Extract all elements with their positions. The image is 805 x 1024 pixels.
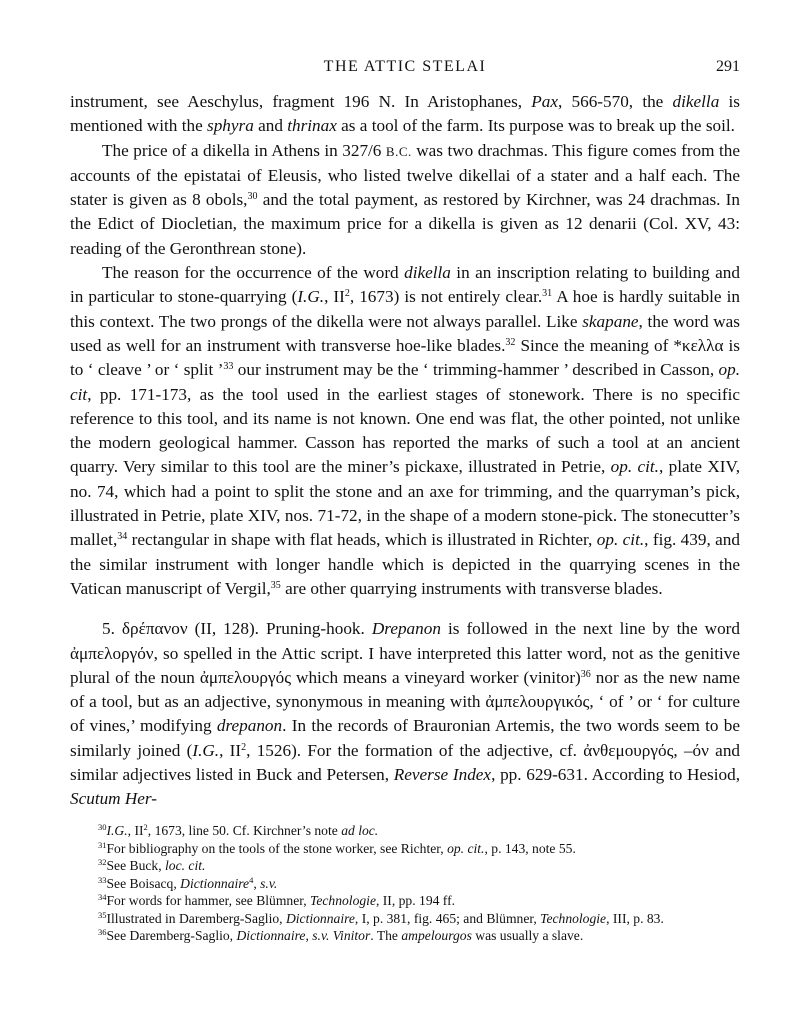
italic-text: Scutum Her- [70,789,158,809]
text-run: Illustrated in Daremberg-Saglio, [106,910,286,926]
text-run: For words for hammer, see Blümner, [106,893,311,908]
text-run: , III, p. 83. [606,910,664,926]
italic-text: I.G. [297,287,325,307]
text-run: , 1673) is not entirely clear. [349,287,543,307]
text-run: A hoe is hardly suitable in this context. The two prongs of the dikella were not always parallel. Like [70,287,740,331]
text-run: and the total payment, as restored by Kirchner, was 24 drachmas. In the Edict of Diocletian, the maximum price for a dikella is given as 12 denarii (Col. XV, 43: reading of the Geronthrean stone). [70,190,740,258]
text-run: The price of a dikella in Athens in 327/6 [102,140,386,160]
text-run: as a tool of the farm. Its purpose was to break up the soil. [336,116,735,136]
text-run: are other quarrying instruments with transverse blades. [280,578,663,598]
italic-text: op. cit. [596,530,645,550]
text-run: The reason for the occurrence of the word [102,263,405,283]
superscript: 32 [505,336,516,348]
italic-text: dikella [404,263,451,283]
text-run: our instrument may be the ‘ trimming-hammer ’ described in Casson, [233,360,719,380]
numbered-paragraph [70,617,740,811]
text-run: See Daremberg-Saglio, [106,928,237,943]
italic-text: Reverse Index [393,765,492,785]
italic-text: sphyra [207,116,254,136]
paragraph [70,261,740,601]
footnotes [70,822,740,945]
text-run: in an inscription relating to building and in particular to stone-quarrying ( [70,263,740,307]
italic-text: s.v. [260,875,278,891]
running-head [70,58,740,80]
text-run: was usually a slave. [471,928,584,943]
small-caps-text: B.C. [385,143,412,159]
text-run: , 566-570, the [558,92,673,111]
superscript: 35 [270,579,281,591]
text-run: , II, pp. 194 ff. [375,893,456,908]
superscript: 33 [223,361,234,373]
running-head-title: THE ATTIC STELAI [323,58,487,75]
text-run: , II [219,740,242,760]
italic-text: Technologie [540,910,607,926]
paragraph [70,90,740,139]
superscript: 31 [542,288,553,300]
text-run: , II [324,287,345,307]
footnote-number: 35 [98,909,107,920]
text-run: , plate XIV, no. 74, which had a point to split the stone and an axe for trimming, and the quarryman’s pick, illustrated in Petrie, plate XIV, nos. 71-72, in the shape of a modern stone-pick. The stonecutter’s mallet, [70,457,740,550]
footnote [70,857,740,875]
superscript: 36 [580,668,591,680]
footnote-number: 34 [98,892,107,902]
text-run: , 1673, line 50. Cf. Kirchner’s note [147,823,342,838]
page-number: 291 [716,58,740,75]
footnote [70,892,740,910]
text-run: , 1526). For the formation of the adjective, cf. ἀνθεμουργός, –όν and similar adjectives listed in Buck and Petersen, [70,740,741,785]
text-run: See Boisacq, [106,875,181,891]
text-run: , pp. 171-173, as the tool used in the earliest stages of stonework. There is no specific reference to this tool, and its name is not known. One end was flat, the other pointed, not unlike the modern geological hammer. Casson has reported the marks of such a tool at an ancient quarry. Very similar to this tool are the miner’s pickaxe, illustrated in Petrie, [70,384,740,477]
italic-text: I.G. [106,823,128,838]
text-run: instrument, see Aeschylus, fragment 196 N. In Aristophanes, [70,92,532,111]
superscript: 30 [247,191,258,203]
italic-text: op. cit [70,360,740,404]
italic-text: s.v. Vinitor [312,928,371,943]
italic-text: ampelourgos [401,928,472,943]
italic-text: op. cit. [447,840,485,856]
text-run: , I, p. 381, fig. 465; and Blümner, [354,910,541,926]
text-run: was two drachmas. This figure comes from the accounts of the epistatai of Eleusis, who listed twelve dikellai of a stater and a half each. The stater is given as 8 obols, [70,140,740,210]
italic-text: ad loc. [341,823,379,838]
text-run: , p. 143, note 55. [484,840,576,856]
superscript: 4 [249,874,254,885]
text-run: . In the records of Brauronian Artemis, the two words seem to be similarly joined ( [70,716,741,760]
superscript: 2 [241,741,247,753]
italic-text: loc. cit. [165,858,206,873]
italic-text: Dictionnaire [236,928,306,943]
footnote [70,840,740,858]
text-run: is followed in the next line by the word ἀμπελοργόν, so spelled in the Attic script. I have interpreted this latter word, not as the genitive plural of the noun ἀμπελουργός which means a vineyard worker (vinitor) [70,619,740,687]
italic-text: drepanon [216,716,283,736]
footnote [70,822,740,840]
italic-text: dikella [672,92,720,111]
text-run: , fig. 439, and the similar instrument with longer handle which is depicted in the quarrying scenes in the Vatican manuscript of Vergil, [70,530,740,598]
text-run: Since the meaning of *κελλα is to ‘ cleave ’ or ‘ split ’ [70,335,740,380]
italic-text: op. cit. [610,457,659,477]
footnote-number: 33 [98,874,107,885]
italic-text: Drepanon [371,619,441,639]
text-run: , the word was used as well for an instrument with transverse hoe-like blades. [70,311,740,355]
italic-text: Dictionnaire [285,910,355,926]
text-run: , II [127,823,144,838]
footnote [70,875,740,893]
text-run: , [305,928,313,943]
superscript: 2 [344,288,350,300]
superscript: 34 [117,531,128,543]
text-run: 5. δρέπανον (II, 128). Pruning-hook. [102,619,372,639]
italic-text: Pax [531,92,559,111]
text-run: For bibliography on the tools of the stone worker, see Richter, [106,840,448,856]
italic-text: skapane [582,311,639,331]
footnote-number: 36 [98,927,107,937]
footnote [70,910,740,928]
italic-text: Dictionnaire [180,875,250,891]
text-run: is mentioned with the [70,92,740,136]
italic-text: thrinax [287,116,337,136]
footnote-number: 31 [98,839,107,850]
text-run: rectangular in shape with flat heads, which is illustrated in Richter, [127,530,597,550]
italic-text: I.G. [192,740,220,760]
footnote-number: 30 [98,822,107,832]
text-run: nor as the new name of a tool, but as an adjective, synonymous in meaning with ἀμπελουργικός, ‘ of ’ or ‘ for culture of vines,’ modifying [70,667,740,736]
footnote [70,927,740,945]
paragraph [70,139,740,261]
text-run: , pp. 629-631. According to Hesiod, [491,765,741,785]
text-run: . The [370,928,402,943]
footnote-number: 32 [98,857,107,867]
text-run: See Buck, [106,858,166,873]
text-run: , [253,875,261,891]
italic-text: Technologie [310,893,376,908]
body-text [70,90,740,812]
superscript: 2 [143,822,148,832]
text-run: and [253,116,288,136]
